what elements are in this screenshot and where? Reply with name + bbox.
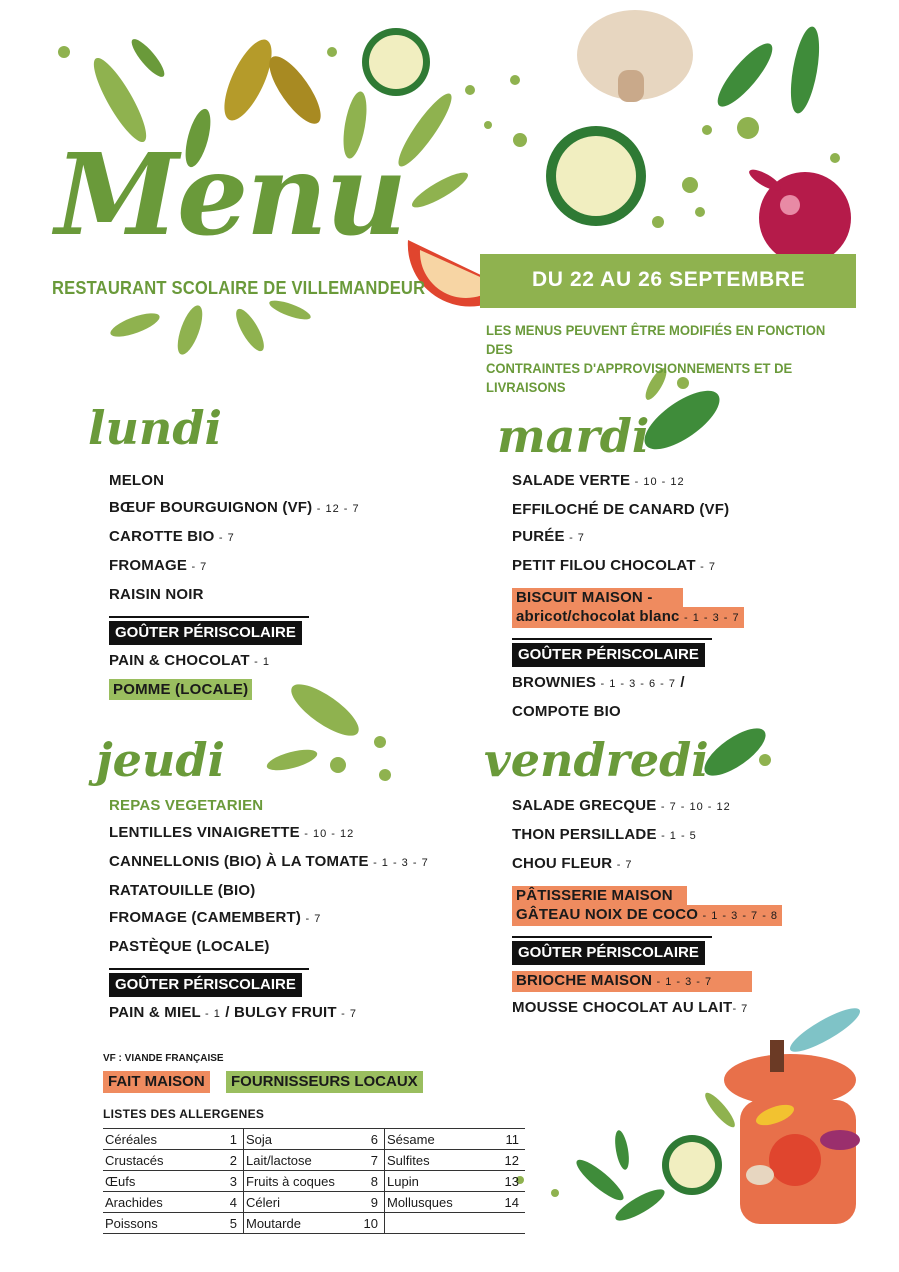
item-name: PAIN & MIEL xyxy=(109,1004,201,1021)
allergen-name: Soja xyxy=(244,1129,347,1150)
gouter-label: GOÛTER PÉRISCOLAIRE xyxy=(109,973,302,997)
allergen-codes: - 12 - 7 xyxy=(316,503,360,515)
allergen-name: Moutarde xyxy=(244,1213,347,1234)
allergen-codes: - 7 xyxy=(732,1003,749,1015)
allergen-codes: - 7 xyxy=(305,913,322,925)
day-title-lundi: lundi xyxy=(88,401,223,455)
menu-jeudi xyxy=(109,792,429,1028)
table-row xyxy=(103,1192,525,1213)
item-name: SALADE GRECQUE xyxy=(512,797,657,814)
allergen-name: Crustacés xyxy=(103,1150,205,1171)
list-item-homemade xyxy=(512,882,782,928)
item-name: PURÉE xyxy=(512,528,565,545)
menu-lundi xyxy=(109,467,360,703)
mushroom-icon xyxy=(577,10,693,102)
allergen-name: Lupin xyxy=(385,1171,488,1192)
list-item xyxy=(512,523,744,552)
allergen-number: 3 xyxy=(205,1171,244,1192)
item-name: LENTILLES VINAIGRETTE xyxy=(109,824,300,841)
table-row xyxy=(103,1129,525,1150)
item-name: EFFILOCHÉ DE CANARD (VF) xyxy=(512,501,730,518)
allergen-name: Poissons xyxy=(103,1213,205,1234)
item-name: PÂTISSERIE MAISON xyxy=(512,886,687,905)
allergen-codes: - 10 - 12 xyxy=(304,828,355,840)
allergen-number: 6 xyxy=(346,1129,385,1150)
allergen-codes: - 7 xyxy=(616,859,633,871)
item-name: / BULGY FRUIT xyxy=(225,1004,337,1021)
separator-slash: / xyxy=(680,674,685,691)
date-range: DU 22 AU 26 SEPTEMBRE xyxy=(532,268,806,291)
list-item xyxy=(512,467,744,496)
allergen-number: 14 xyxy=(487,1192,525,1213)
table-row xyxy=(103,1213,525,1234)
day-title-mardi: mardi xyxy=(497,409,650,463)
list-item-homemade xyxy=(512,967,782,994)
allergen-name: Œufs xyxy=(103,1171,205,1192)
list-item-homemade xyxy=(512,584,744,630)
allergen-name: Arachides xyxy=(103,1192,205,1213)
item-name: CHOU FLEUR xyxy=(512,855,613,872)
allergen-number: 5 xyxy=(205,1213,244,1234)
gouter-label: GOÛTER PÉRISCOLAIRE xyxy=(512,643,705,667)
allergen-number: 12 xyxy=(487,1150,525,1171)
item-name: FROMAGE xyxy=(109,557,188,574)
gouter-label: GOÛTER PÉRISCOLAIRE xyxy=(512,941,705,965)
item-name: CANNELLONIS (BIO) À LA TOMATE xyxy=(109,853,369,870)
allergen-number: 7 xyxy=(346,1150,385,1171)
allergen-codes: - 7 xyxy=(218,532,235,544)
allergen-table xyxy=(103,1128,525,1234)
vegetarian-note: REPAS VEGETARIEN xyxy=(109,797,264,814)
vf-legend: VF : VIANDE FRANÇAISE xyxy=(103,1053,224,1064)
item-name: PETIT FILOU CHOCOLAT xyxy=(512,557,696,574)
list-item xyxy=(109,819,429,848)
notice-text xyxy=(486,321,839,397)
list-item xyxy=(109,523,360,552)
allergen-name: Céleri xyxy=(244,1192,347,1213)
allergen-codes: - 7 xyxy=(569,532,585,544)
allergen-codes: - 1 - 3 - 7 xyxy=(656,976,713,988)
item-name-local: POMME (LOCALE) xyxy=(109,679,252,700)
list-item xyxy=(109,647,360,676)
item-subtitle: abricot/chocolat blanc xyxy=(516,608,680,625)
list-item xyxy=(512,496,744,523)
day-title-jeudi: jeudi xyxy=(96,733,225,787)
list-item xyxy=(512,994,782,1023)
menu-title: Menu xyxy=(55,130,406,261)
allergen-number: 11 xyxy=(487,1129,525,1150)
school-name: RESTAURANT SCOLAIRE DE VILLEMANDEUR xyxy=(52,278,426,298)
allergen-number: 9 xyxy=(346,1192,385,1213)
table-row xyxy=(103,1150,525,1171)
list-item xyxy=(512,792,782,821)
notice-line-2: CONTRAINTES D'APPROVISIONNEMENTS ET DE LIVRAISONS xyxy=(486,359,793,395)
item-name xyxy=(512,607,744,628)
gouter-label: GOÛTER PÉRISCOLAIRE xyxy=(109,621,302,645)
item-name: MELON xyxy=(109,472,165,489)
allergen-number: 2 xyxy=(205,1150,244,1171)
allergen-codes: - 10 - 12 xyxy=(634,476,685,488)
item-name: RAISIN NOIR xyxy=(109,586,204,603)
item-name: PAIN & CHOCOLAT xyxy=(109,652,250,669)
list-item xyxy=(512,552,744,581)
list-item xyxy=(109,467,360,494)
table-row xyxy=(103,1171,525,1192)
list-item xyxy=(109,877,429,904)
list-item xyxy=(109,581,360,608)
list-item xyxy=(512,821,782,850)
item-name: BROWNIES xyxy=(512,674,597,691)
item-name: PASTÈQUE (LOCALE) xyxy=(109,938,270,955)
allergen-codes: - 1 - 3 - 7 xyxy=(683,612,740,624)
allergen-codes: - 7 - 10 - 12 xyxy=(660,801,731,813)
list-item xyxy=(109,676,360,703)
allergen-name: Fruits à coques xyxy=(244,1171,347,1192)
menu-vendredi xyxy=(512,792,782,1023)
divider xyxy=(512,638,712,640)
list-item xyxy=(109,933,429,960)
list-item xyxy=(512,669,744,698)
allergen-codes: - 1 xyxy=(205,1008,221,1020)
onion-icon xyxy=(746,166,851,264)
item-subtitle: GÂTEAU NOIX DE COCO xyxy=(516,906,699,923)
list-item xyxy=(109,494,360,523)
item-name: RATATOUILLE (BIO) xyxy=(109,882,256,899)
item-title: BRIOCHE MAISON xyxy=(516,972,653,989)
allergen-codes: - 1 - 5 xyxy=(661,830,697,842)
menu-mardi xyxy=(512,467,744,725)
list-item xyxy=(109,904,429,933)
item-name: CAROTTE BIO xyxy=(109,528,215,545)
list-item xyxy=(109,552,360,581)
item-name: BŒUF BOURGUIGNON (VF) xyxy=(109,499,313,516)
item-name xyxy=(512,971,752,992)
item-name: BISCUIT MAISON - xyxy=(512,588,683,607)
allergen-codes: - 7 xyxy=(191,561,208,573)
allergen-number xyxy=(487,1213,525,1234)
allergen-codes: - 1 - 3 - 7 xyxy=(373,857,429,869)
legend-fournisseurs-locaux: FOURNISSEURS LOCAUX xyxy=(226,1071,423,1093)
allergen-codes: - 7 xyxy=(341,1008,357,1020)
notice-line-1: LES MENUS PEUVENT ÊTRE MODIFIÉS EN FONCTION DES xyxy=(486,322,826,357)
divider xyxy=(109,616,309,618)
item-name: THON PERSILLADE xyxy=(512,826,657,843)
cooking-pot-icon xyxy=(724,1001,865,1224)
list-item xyxy=(109,999,429,1028)
divider xyxy=(512,936,712,938)
divider xyxy=(109,968,309,970)
allergen-list-title: LISTES DES ALLERGENES xyxy=(103,1107,265,1121)
allergen-name: Sulfites xyxy=(385,1150,488,1171)
allergen-number: 8 xyxy=(346,1171,385,1192)
list-item xyxy=(109,848,429,877)
item-name xyxy=(512,905,782,926)
list-item xyxy=(512,850,782,879)
allergen-name: Sésame xyxy=(385,1129,488,1150)
allergen-number: 10 xyxy=(346,1213,385,1234)
allergen-number: 1 xyxy=(205,1129,244,1150)
day-title-vendredi: vendredi xyxy=(484,733,709,787)
allergen-number: 13 xyxy=(487,1171,525,1192)
item-name: MOUSSE CHOCOLAT AU LAIT xyxy=(512,999,733,1016)
allergen-codes: - 7 xyxy=(700,561,716,573)
allergen-name: Céréales xyxy=(103,1129,205,1150)
item-name: COMPOTE BIO xyxy=(512,703,621,720)
list-item xyxy=(512,698,744,725)
allergen-name: Lait/lactose xyxy=(244,1150,347,1171)
allergen-name: Mollusques xyxy=(385,1192,488,1213)
allergen-codes: - 1 xyxy=(254,656,270,668)
allergen-name xyxy=(385,1213,488,1234)
allergen-codes: - 1 - 3 - 6 - 7 xyxy=(600,678,677,690)
allergen-number: 4 xyxy=(205,1192,244,1213)
allergen-codes: - 1 - 3 - 7 - 8 xyxy=(702,910,779,922)
item-name: FROMAGE (CAMEMBERT) xyxy=(109,909,302,926)
item-name: SALADE VERTE xyxy=(512,472,631,489)
legend-fait-maison: FAIT MAISON xyxy=(103,1071,210,1093)
